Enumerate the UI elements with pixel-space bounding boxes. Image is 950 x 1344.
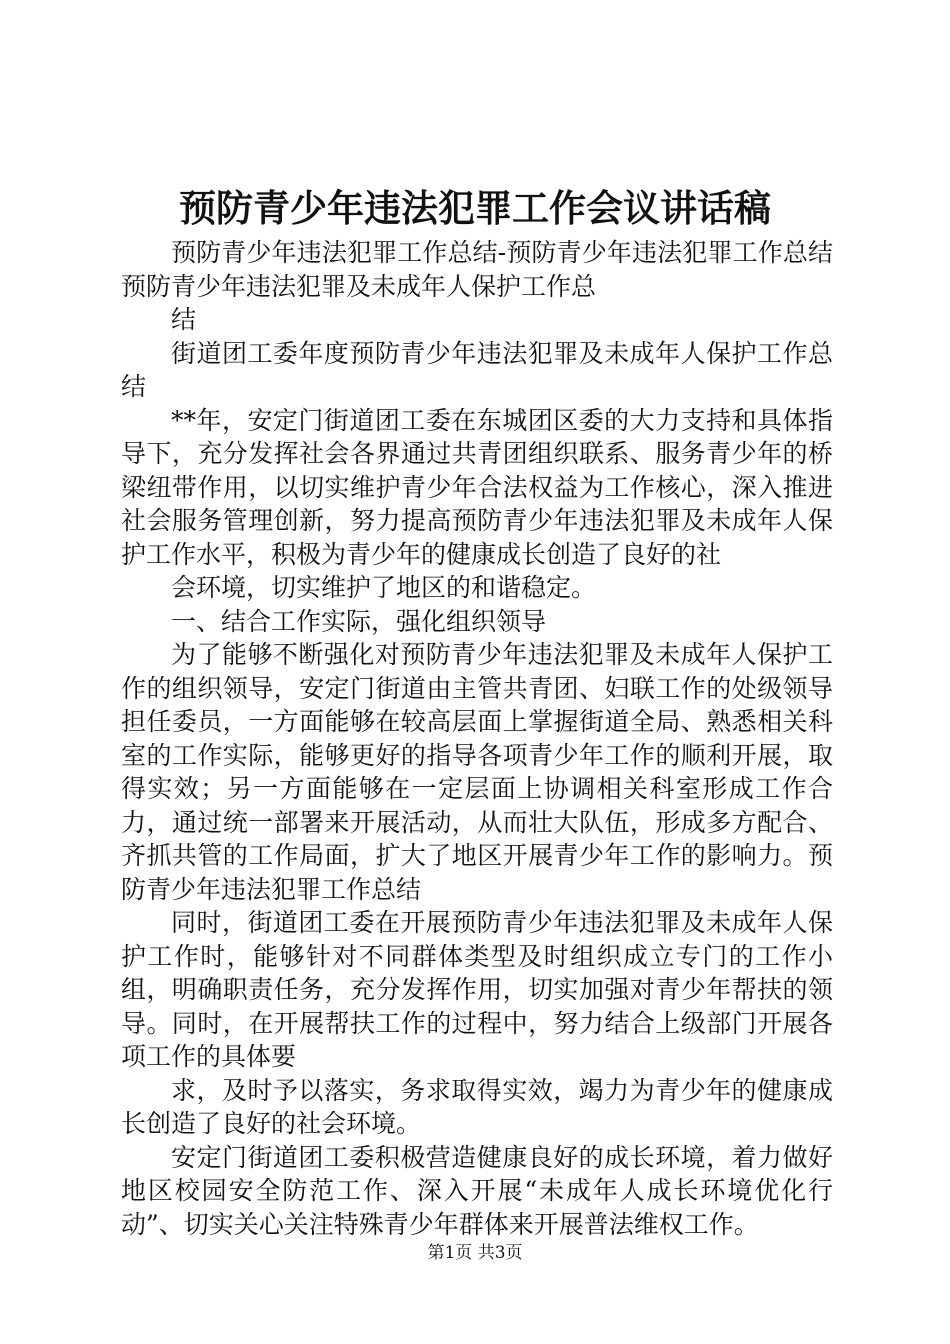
paragraph: 结 [171,305,197,334]
paragraph: 街道团工委年度预防青少年违法犯罪及未成年人保护工作总结 [121,338,833,401]
paragraph: 安定门街道团工委积极营造健康良好的成长环境，着力做好地区校园安全防范工作、深入开展“未成年人成长环境优化行动”、切实关心关注特殊青少年群体来开展普法维权工作。 [121,1142,833,1239]
paragraph: 为了能够不断强化对预防青少年违法犯罪及未成年人保护工作的组织领导，安定门街道由主管共青团、妇联工作的处级领导担任委员，一方面能够在较高层面上掌握街道全局、熟悉相关科室的工作实际，能够更好的指导各项青少年工作的顺利开展，取得实效；另一方面能够在一定层面上协调相关科室形成工作合力，通过统一部署来开展活动，从而壮大队伍，形成多方配合、齐抓共管的工作局面，扩大了地区开展青少年工作的影响力。预防青少年违法犯罪工作总结 [121,640,833,904]
document-title: 预防青少年违法犯罪工作会议讲话稿 [179,186,771,230]
document-body [121,236,833,1241]
paragraph: **年，安定门街道团工委在东城团区委的大力支持和具体指导下，充分发挥社会各界通过共青团组织联系、服务青少年的桥梁纽带作用，以切实维护青少年合法权益为工作核心，深入推进社会服务管理创新，努力提高预防青少年违法犯罪及未成年人保护工作水平，积极为青少年的健康成长创造了良好的社 [121,405,833,569]
paragraph: 同时，街道团工委在开展预防青少年违法犯罪及未成年人保护工作时，能够针对不同群体类型及时组织成立专门的工作小组，明确职责任务，充分发挥作用，切实加强对青少年帮扶的领导。同时，在开展帮扶工作的过程中，努力结合上级部门开展各项工作的具体要 [121,908,833,1071]
page-number-footer: 第1页 共3页 [427,1243,523,1263]
section-heading: 一、结合工作实际，强化组织领导 [171,606,547,636]
paragraph: 求，及时予以落实，务求取得实效，竭力为青少年的健康成长创造了良好的社会环境。 [121,1075,833,1138]
paragraph: 会环境，切实维护了地区的和谐稳定。 [171,573,597,602]
paragraph: 预防青少年违法犯罪工作总结-预防青少年违法犯罪工作总结预防青少年违法犯罪及未成年人保护工作总 [121,238,833,301]
